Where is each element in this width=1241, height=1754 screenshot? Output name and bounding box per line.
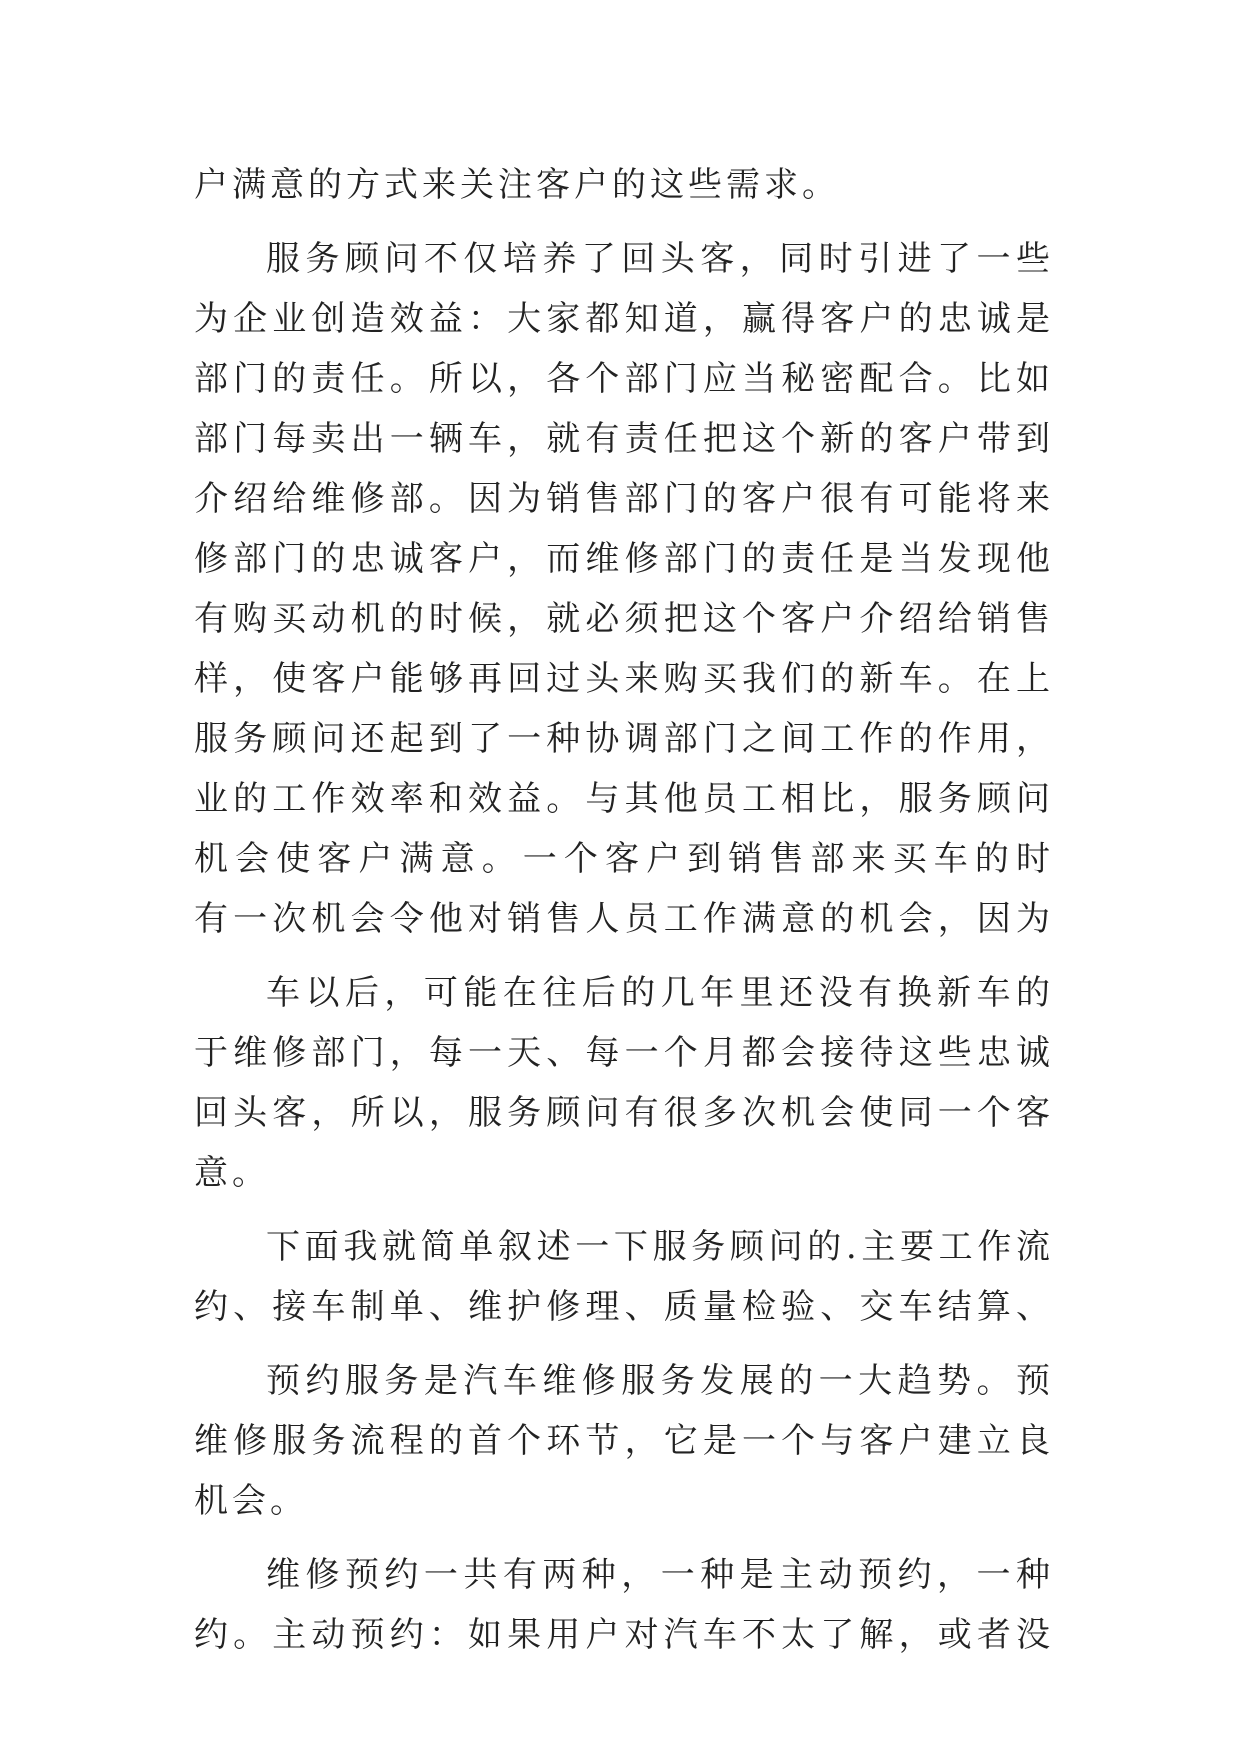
- paragraph-line: 业的工作效率和效益。与其他员工相比，服务顾问: [194, 779, 1054, 819]
- paragraph-line: 于维修部门，每一天、每一个月都会接待这些忠诚: [194, 1033, 1054, 1073]
- paragraph-gap: [194, 1337, 1054, 1351]
- paragraph-line: 车以后，可能在往后的几年里还没有换新车的: [266, 973, 1054, 1013]
- paragraph-line: 为企业创造效益：大家都知道，赢得客户的忠诚是: [194, 299, 1054, 339]
- paragraph-line: 介绍给维修部。因为销售部门的客户很有可能将来: [194, 479, 1054, 519]
- paragraph-line: 下面我就简单叙述一下服务顾问的.主要工作流: [266, 1227, 1054, 1267]
- paragraph-line: 服务顾问不仅培养了回头客，同时引进了一些: [266, 239, 1054, 279]
- paragraph-gap: [194, 949, 1054, 963]
- paragraph-line: 回头客，所以，服务顾问有很多次机会使同一个客: [194, 1093, 1054, 1133]
- paragraph-line: 有一次机会令他对销售人员工作满意的机会，因为: [194, 899, 1054, 939]
- paragraph-line: 约。主动预约：如果用户对汽车不太了解，或者没: [194, 1615, 1054, 1655]
- paragraph-line: 机会。: [194, 1481, 308, 1521]
- paragraph-line: 意。: [194, 1153, 270, 1193]
- paragraph-line: 维修预约一共有两种，一种是主动预约，一种: [266, 1555, 1054, 1595]
- paragraph-line: 部门的责任。所以，各个部门应当秘密配合。比如: [194, 359, 1054, 399]
- paragraph-line: 维修服务流程的首个环节，它是一个与客户建立良: [194, 1421, 1054, 1461]
- paragraph-line: 样，使客户能够再回过头来购买我们的新车。在上: [194, 659, 1054, 699]
- paragraph-gap: [194, 215, 1054, 229]
- paragraph-line: 约、接车制单、维护修理、质量检验、交车结算、: [194, 1287, 1054, 1327]
- paragraph-line: 修部门的忠诚客户，而维修部门的责任是当发现他: [194, 539, 1054, 579]
- paragraph-gap: [194, 1203, 1054, 1217]
- paragraph-line: 有购买动机的时候，就必须把这个客户介绍给销售: [194, 599, 1054, 639]
- paragraph-gap: [194, 1531, 1054, 1545]
- body-text: [194, 155, 1054, 1665]
- paragraph-line: 服务顾问还起到了一种协调部门之间工作的作用，: [194, 719, 1054, 759]
- paragraph-line: 机会使客户满意。一个客户到销售部来买车的时: [194, 839, 1054, 879]
- paragraph-line: 部门每卖出一辆车，就有责任把这个新的客户带到: [194, 419, 1054, 459]
- paragraph-line: 户满意的方式来关注客户的这些需求。: [194, 165, 840, 205]
- paragraph-line: 预约服务是汽车维修服务发展的一大趋势。预: [266, 1361, 1054, 1401]
